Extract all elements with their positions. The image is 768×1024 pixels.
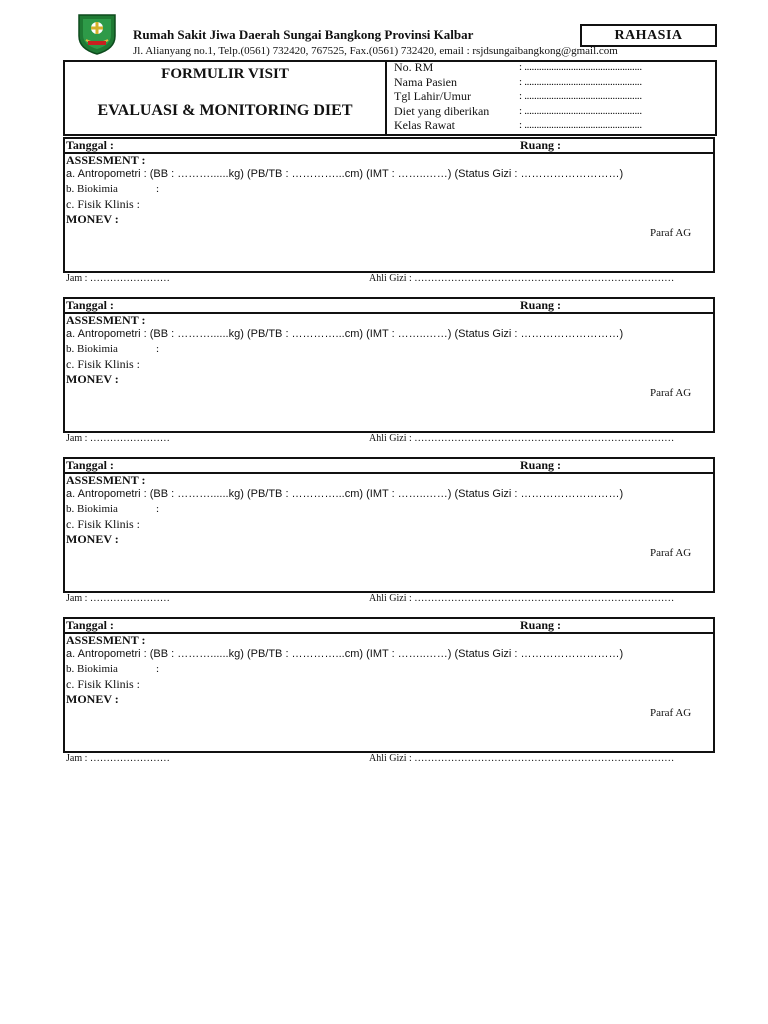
assesment-label: ASSESMENT :: [66, 153, 146, 167]
visit-block-divider: [63, 472, 715, 474]
patient-info-label: Diet yang diberikan: [394, 104, 490, 118]
ahli-gizi-field[interactable]: Ahli Gizi : ……………………………………………………………………: [369, 593, 675, 604]
visit-block-divider: [63, 152, 715, 154]
visit-block: [63, 137, 713, 287]
assesment-label: ASSESMENT :: [66, 313, 146, 327]
antropometri-field[interactable]: a. Antropometri : (BB : ………......kg) (PB/TB : …………...cm) (IMT : ……..……) (Status Gizi : ………………………): [66, 488, 624, 500]
visit-block-divider: [63, 312, 715, 314]
visit-block: [63, 617, 713, 767]
monev-label: MONEV :: [66, 372, 119, 386]
biokimia-field[interactable]: :: [156, 503, 160, 515]
ruang-field[interactable]: Ruang :: [520, 618, 562, 632]
fisik-klinis-field[interactable]: c. Fisik Klinis :: [66, 357, 141, 371]
ruang-field[interactable]: Ruang :: [520, 298, 562, 312]
jam-field[interactable]: Jam : ……………………: [66, 593, 170, 604]
antropometri-field[interactable]: a. Antropometri : (BB : ………......kg) (PB/TB : …………...cm) (IMT : ……..……) (Status Gizi : ………………………): [66, 328, 624, 340]
biokimia-label: b. Biokimia: [66, 183, 118, 195]
antropometri-field[interactable]: a. Antropometri : (BB : ………......kg) (PB/TB : …………...cm) (IMT : ……..……) (Status Gizi : ………………………): [66, 648, 624, 660]
assesment-label: ASSESMENT :: [66, 633, 146, 647]
ahli-gizi-field[interactable]: Ahli Gizi : ……………………………………………………………………: [369, 273, 675, 284]
fisik-klinis-field[interactable]: c. Fisik Klinis :: [66, 517, 141, 531]
paraf-ag-label: Paraf AG: [650, 227, 692, 239]
form-title: FORMULIR VISIT: [161, 66, 289, 82]
assesment-label: ASSESMENT :: [66, 473, 146, 487]
patient-info-value[interactable]: : ................................................: [519, 61, 642, 73]
monev-label: MONEV :: [66, 692, 119, 706]
patient-info-value[interactable]: : ................................................: [519, 76, 642, 88]
patient-info-value[interactable]: : ................................................: [519, 105, 642, 117]
patient-info-value[interactable]: : ................................................: [519, 119, 642, 131]
ahli-gizi-field[interactable]: Ahli Gizi : ……………………………………………………………………: [369, 753, 675, 764]
tanggal-field[interactable]: Tanggal :: [66, 618, 114, 632]
patient-info-label: Kelas Rawat: [394, 118, 455, 132]
jam-field[interactable]: Jam : ……………………: [66, 433, 170, 444]
tanggal-field[interactable]: Tanggal :: [66, 138, 114, 152]
fisik-klinis-field[interactable]: c. Fisik Klinis :: [66, 197, 141, 211]
visit-block-divider: [63, 632, 715, 634]
patient-info-label: Nama Pasien: [394, 75, 457, 89]
hospital-logo: [74, 12, 120, 56]
biokimia-label: b. Biokimia: [66, 663, 118, 675]
biokimia-field[interactable]: :: [156, 183, 160, 195]
ahli-gizi-field[interactable]: Ahli Gizi : ……………………………………………………………………: [369, 433, 675, 444]
fisik-klinis-field[interactable]: c. Fisik Klinis :: [66, 677, 141, 691]
paraf-ag-label: Paraf AG: [650, 707, 692, 719]
patient-info-label: Tgl Lahir/Umur: [394, 89, 471, 103]
visit-block-frame: [63, 457, 715, 593]
hospital-name: Rumah Sakit Jiwa Daerah Sungai Bangkong Provinsi Kalbar: [133, 27, 474, 42]
tanggal-field[interactable]: Tanggal :: [66, 458, 114, 472]
header-divider: [385, 60, 387, 136]
biokimia-label: b. Biokimia: [66, 343, 118, 355]
visit-block: [63, 457, 713, 607]
patient-info-label: No. RM: [394, 60, 434, 74]
visit-block: [63, 297, 713, 447]
paraf-ag-label: Paraf AG: [650, 387, 692, 399]
confidential-stamp: RAHASIA: [580, 24, 717, 47]
ruang-field[interactable]: Ruang :: [520, 138, 562, 152]
hospital-address: Jl. Alianyang no.1, Telp.(0561) 732420, 767525, Fax.(0561) 732420, email : rsjdsungaibangkong@gmail.com: [133, 45, 618, 57]
form-subtitle: EVALUASI & MONITORING DIET: [97, 102, 353, 119]
jam-field[interactable]: Jam : ……………………: [66, 273, 170, 284]
biokimia-field[interactable]: :: [156, 663, 160, 675]
jam-field[interactable]: Jam : ……………………: [66, 753, 170, 764]
monev-label: MONEV :: [66, 212, 119, 226]
antropometri-field[interactable]: a. Antropometri : (BB : ………......kg) (PB/TB : …………...cm) (IMT : ……..……) (Status Gizi : ………………………): [66, 168, 624, 180]
tanggal-field[interactable]: Tanggal :: [66, 298, 114, 312]
monev-label: MONEV :: [66, 532, 119, 546]
biokimia-field[interactable]: :: [156, 343, 160, 355]
biokimia-label: b. Biokimia: [66, 503, 118, 515]
ruang-field[interactable]: Ruang :: [520, 458, 562, 472]
visit-block-frame: [63, 137, 715, 273]
visit-block-frame: [63, 297, 715, 433]
paraf-ag-label: Paraf AG: [650, 547, 692, 559]
patient-info-value[interactable]: : ................................................: [519, 90, 642, 102]
visit-block-frame: [63, 617, 715, 753]
